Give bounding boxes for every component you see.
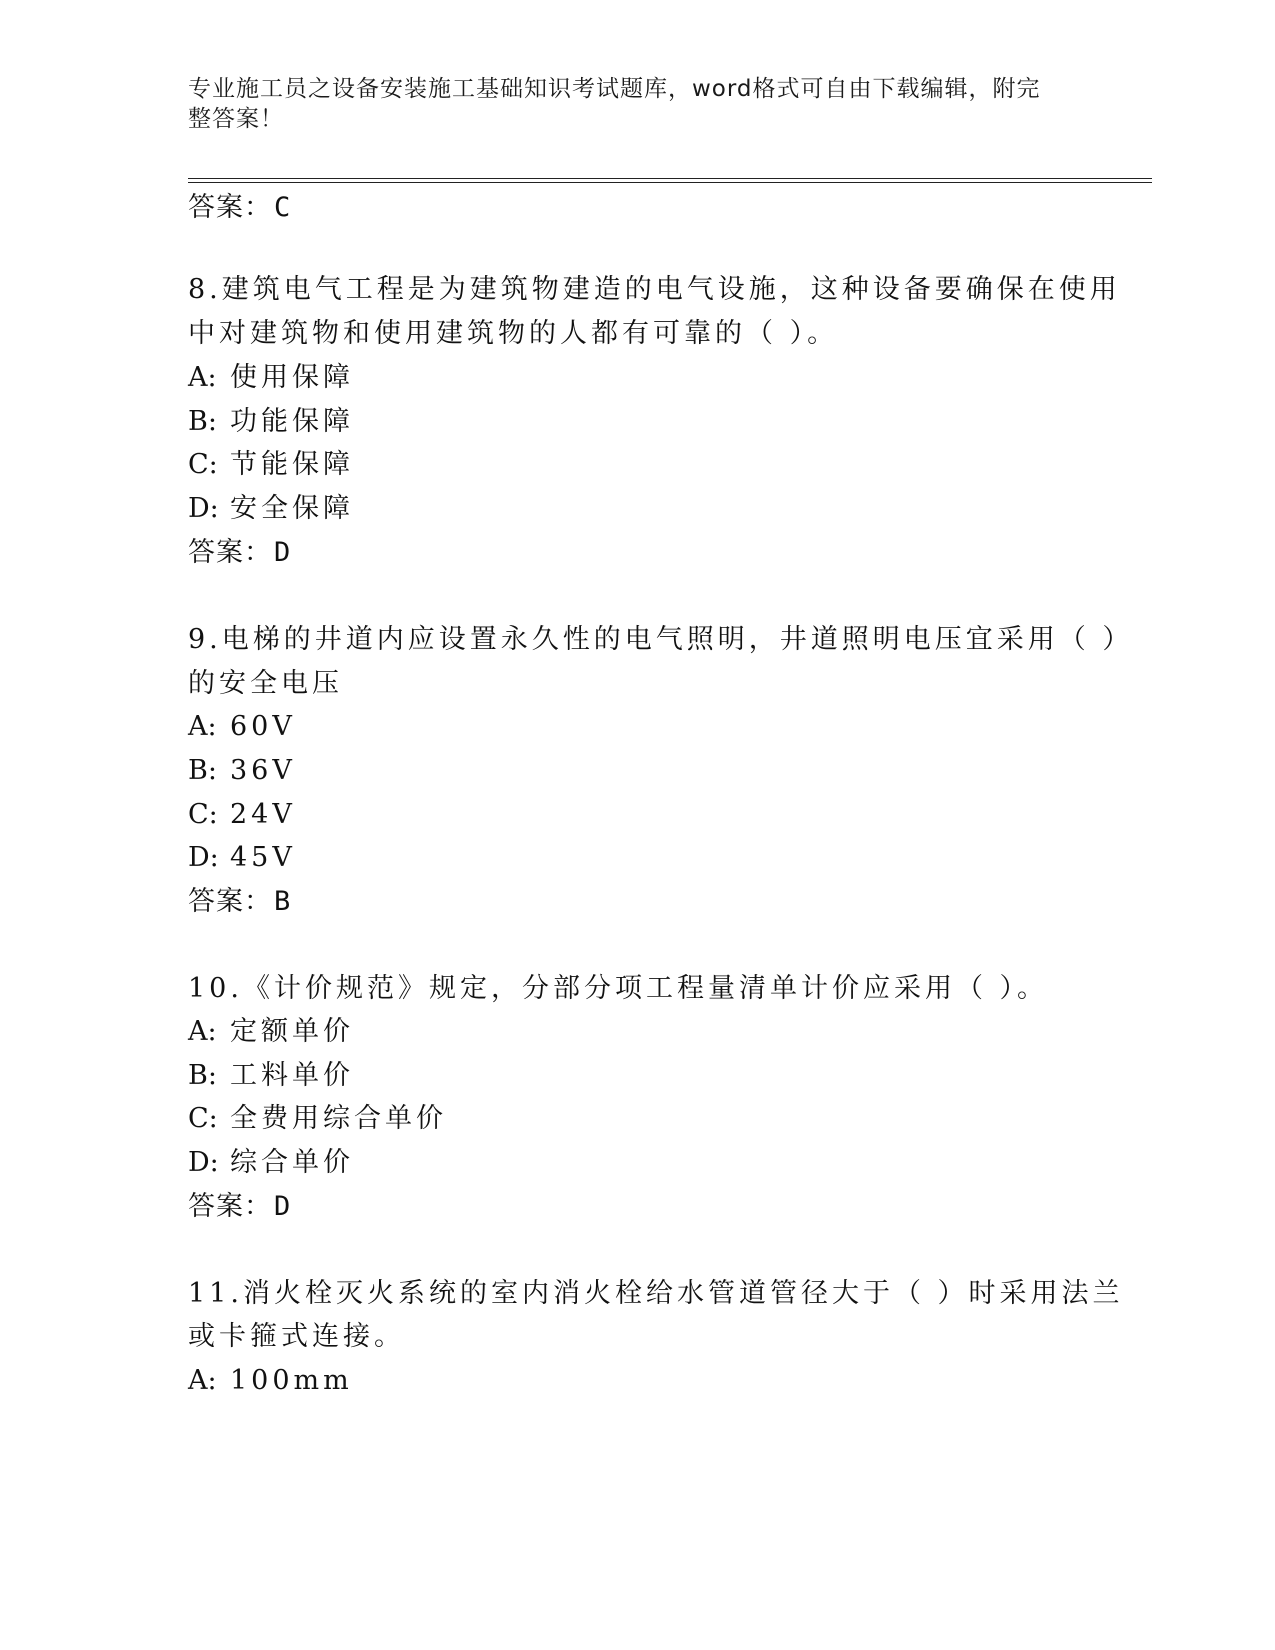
option-d — [188, 1145, 354, 1181]
answer-value: D — [274, 1191, 292, 1222]
option-letter: B: — [188, 755, 217, 786]
answer-line — [188, 535, 291, 571]
option-text: 节能保障 — [230, 449, 354, 480]
question-text-line: 10.《计价规范》规定，分部分项工程量清单计价应采用（ ）。 — [188, 973, 1049, 1004]
option-letter: C: — [188, 1103, 218, 1134]
option-c — [188, 447, 354, 483]
option-b — [188, 404, 354, 440]
option-text: 综合单价 — [230, 1147, 354, 1178]
header-line-2: 整答案！ — [188, 106, 284, 132]
answer-value: B — [274, 886, 292, 917]
option-text: 使用保障 — [230, 362, 354, 393]
option-text: 60V — [230, 711, 296, 742]
question-text-line: 中对建筑物和使用建筑物的人都有可靠的（ ）。 — [188, 318, 839, 349]
answer-label: 答案： — [188, 886, 272, 917]
option-text: 安全保障 — [230, 493, 354, 524]
answer-label: 答案： — [188, 1191, 272, 1222]
option-letter: B: — [188, 406, 217, 437]
header-line-1: 专业施工员之设备安装施工基础知识考试题库，word格式可自由下载编辑，附完 — [188, 76, 1041, 102]
option-text: 功能保障 — [230, 406, 354, 437]
option-letter: A: — [188, 1365, 217, 1396]
option-letter: B: — [188, 1060, 217, 1091]
option-a — [188, 709, 296, 745]
header-divider-bottom — [188, 182, 1152, 183]
option-letter: D: — [188, 493, 219, 524]
option-letter: D: — [188, 842, 219, 873]
option-text: 45V — [230, 842, 296, 873]
answer-line — [188, 884, 291, 920]
option-b — [188, 1058, 354, 1094]
option-letter: C: — [188, 799, 218, 830]
previous-answer — [188, 190, 291, 226]
option-text: 工料单价 — [230, 1060, 354, 1091]
option-letter: D: — [188, 1147, 219, 1178]
answer-value: D — [274, 537, 292, 568]
document-header — [188, 74, 1068, 134]
answer-label: 答案： — [188, 192, 272, 223]
option-a — [188, 1014, 354, 1050]
option-c — [188, 797, 296, 833]
option-letter: A: — [188, 711, 217, 742]
option-a — [188, 360, 354, 396]
option-c — [188, 1101, 447, 1137]
answer-line — [188, 1189, 291, 1225]
question-text-line: 11.消火栓灭火系统的室内消火栓给水管道管径大于（ ）时采用法兰 — [188, 1278, 1124, 1309]
option-text: 36V — [230, 755, 296, 786]
option-b — [188, 753, 296, 789]
option-text: 24V — [230, 799, 296, 830]
answer-label: 答案： — [188, 537, 272, 568]
question-text-line: 或卡箍式连接。 — [188, 1321, 405, 1352]
option-text: 100mm — [230, 1365, 353, 1396]
option-d — [188, 491, 354, 527]
option-d — [188, 840, 296, 876]
option-letter: A: — [188, 1016, 217, 1047]
option-letter: A: — [188, 362, 217, 393]
option-a — [188, 1363, 353, 1399]
question-text-line: 的安全电压 — [188, 668, 343, 699]
option-letter: C: — [188, 449, 218, 480]
answer-value: C — [274, 192, 292, 223]
option-text: 定额单价 — [230, 1016, 354, 1047]
question-text-line: 9.电梯的井道内应设置永久性的电气照明，井道照明电压宜采用（ ） — [188, 624, 1134, 655]
header-divider-top — [188, 178, 1152, 179]
option-text: 全费用综合单价 — [230, 1103, 447, 1134]
question-text-line: 8.建筑电气工程是为建筑物建造的电气设施，这种设备要确保在使用 — [188, 274, 1121, 305]
